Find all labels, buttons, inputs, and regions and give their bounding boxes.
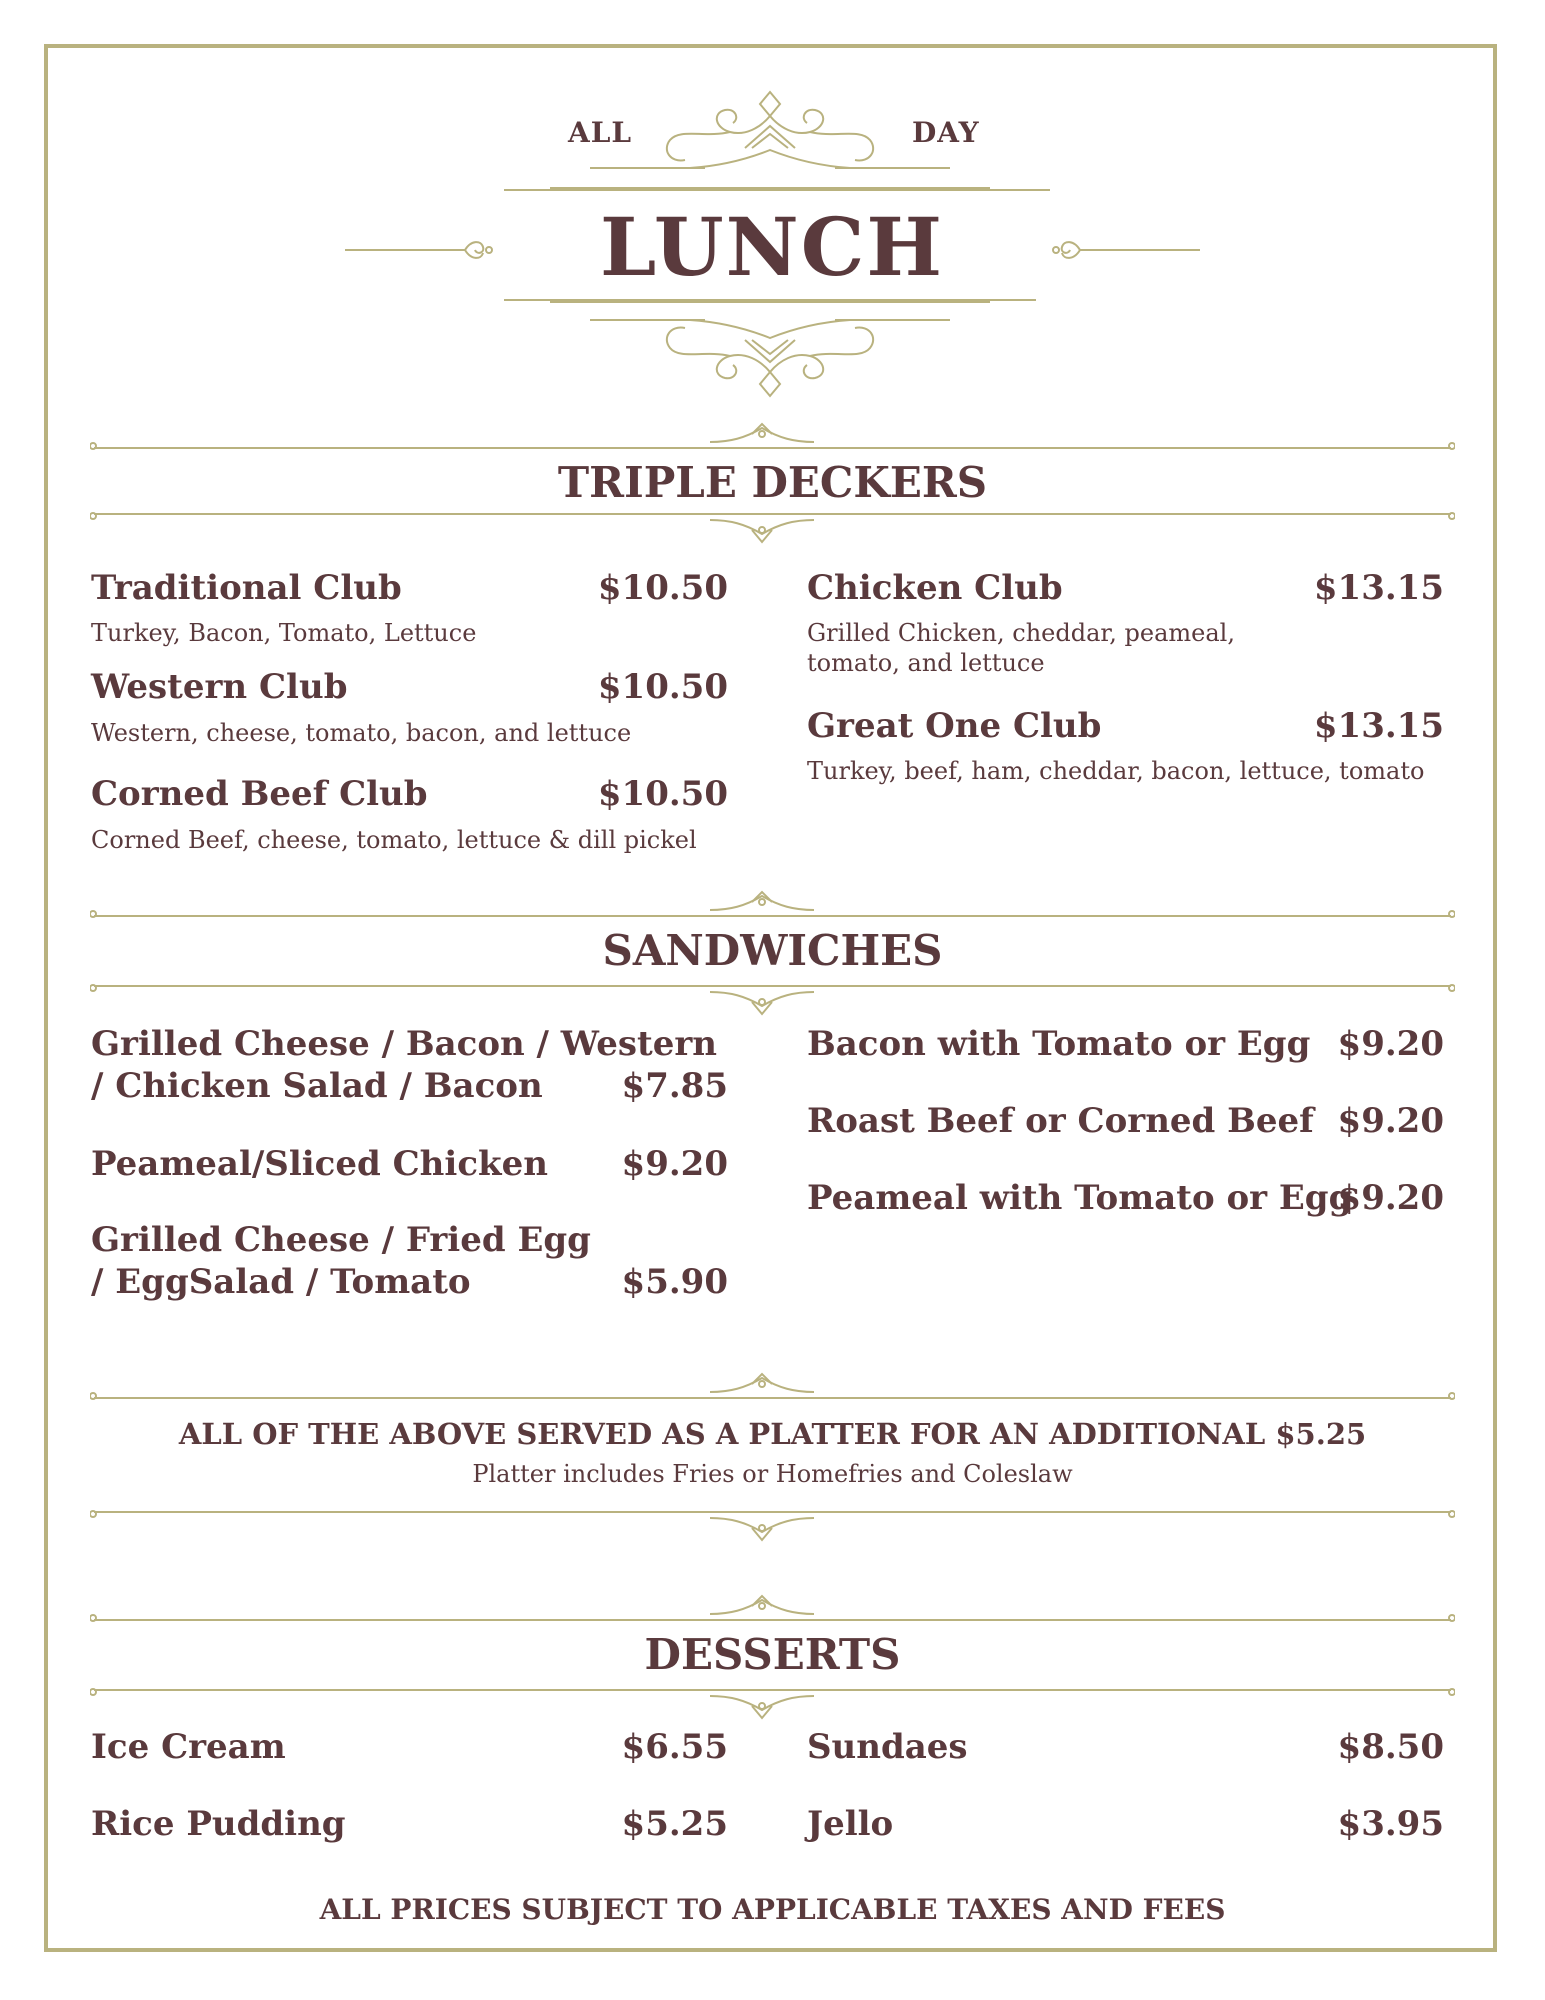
page-title: LUNCH <box>599 200 945 294</box>
footer-note: ALL PRICES SUBJECT TO APPLICABLE TAXES AND FEES <box>319 1893 1226 1926</box>
section-divider-bottom <box>90 982 1455 1022</box>
menu-item-name: Chicken Club <box>807 568 1063 608</box>
menu-item-name: Jello <box>807 1804 894 1844</box>
menu-item-price: $9.20 <box>621 1144 728 1184</box>
section-divider-top <box>90 1592 1455 1622</box>
menu-item-description: Turkey, beef, ham, cheddar, bacon, lettuce, tomato <box>807 757 1425 785</box>
menu-item-description: Grilled Chicken, cheddar, peameal, <box>807 619 1235 647</box>
menu-item-name: / EggSalad / Tomato <box>91 1262 471 1302</box>
menu-item-name: Peameal/Sliced Chicken <box>91 1144 548 1184</box>
menu-item-name: Great One Club <box>807 706 1102 746</box>
menu-item-description: Western, cheese, tomato, bacon, and lettuce <box>91 719 632 747</box>
menu-item-description: tomato, and lettuce <box>807 649 1045 677</box>
menu-item-price: $13.15 <box>1313 706 1444 746</box>
section-divider-top <box>90 420 1455 450</box>
menu-item-price: $5.90 <box>621 1262 728 1302</box>
menu-item-price: $7.85 <box>621 1066 728 1106</box>
menu-item-price: $9.20 <box>1337 1178 1444 1218</box>
platter-note: ALL OF THE ABOVE SERVED AS A PLATTER FOR AN ADDITIONAL $5.25 <box>178 1417 1367 1451</box>
section-divider-bottom <box>90 1508 1455 1548</box>
menu-item-name: Roast Beef or Corned Beef <box>807 1101 1314 1141</box>
menu-item-price: $3.95 <box>1337 1804 1444 1844</box>
header-all-label: ALL <box>568 116 633 149</box>
section-title-sandwiches: SANDWICHES <box>602 926 943 975</box>
menu-item-price: $8.50 <box>1337 1727 1444 1767</box>
section-divider-top <box>90 888 1455 918</box>
menu-item-price: $10.50 <box>597 667 728 707</box>
section-divider-top <box>90 1370 1455 1400</box>
bottom-flourish-icon <box>490 290 1050 410</box>
menu-item-price: $5.25 <box>621 1804 728 1844</box>
menu-item-price: $9.20 <box>1337 1024 1444 1064</box>
menu-item-name: Bacon with Tomato or Egg <box>807 1024 1311 1064</box>
section-divider-bottom <box>90 510 1455 550</box>
right-flourish-icon <box>1050 235 1200 265</box>
menu-item-price: $10.50 <box>597 774 728 814</box>
menu-item-description: Corned Beef, cheese, tomato, lettuce & dill pickel <box>91 826 697 854</box>
section-title-desserts: DESSERTS <box>644 1630 901 1679</box>
section-title-triple-deckers: TRIPLE DECKERS <box>557 458 988 507</box>
header-day-label: DAY <box>912 116 980 149</box>
menu-item-name: Grilled Cheese / Bacon / Western <box>91 1024 717 1064</box>
menu-item-price: $10.50 <box>597 568 728 608</box>
menu-item-price: $9.20 <box>1337 1101 1444 1141</box>
top-flourish-icon <box>490 88 1050 198</box>
left-flourish-icon <box>345 235 495 265</box>
menu-item-price: $6.55 <box>621 1727 728 1767</box>
menu-item-name: Traditional Club <box>91 568 402 608</box>
menu-item-name: Grilled Cheese / Fried Egg <box>91 1220 591 1260</box>
platter-subnote: Platter includes Fries or Homefries and Coleslaw <box>472 1460 1073 1488</box>
menu-item-price: $13.15 <box>1313 568 1444 608</box>
menu-item-name: / Chicken Salad / Bacon <box>91 1066 543 1106</box>
menu-item-name: Sundaes <box>807 1727 968 1767</box>
menu-item-description: Turkey, Bacon, Tomato, Lettuce <box>91 619 477 647</box>
menu-item-name: Corned Beef Club <box>91 774 428 814</box>
menu-item-name: Ice Cream <box>91 1727 286 1767</box>
section-divider-bottom <box>90 1686 1455 1726</box>
menu-item-name: Peameal with Tomato or Egg <box>807 1178 1353 1218</box>
menu-item-name: Rice Pudding <box>91 1804 346 1844</box>
menu-item-name: Western Club <box>91 667 348 707</box>
